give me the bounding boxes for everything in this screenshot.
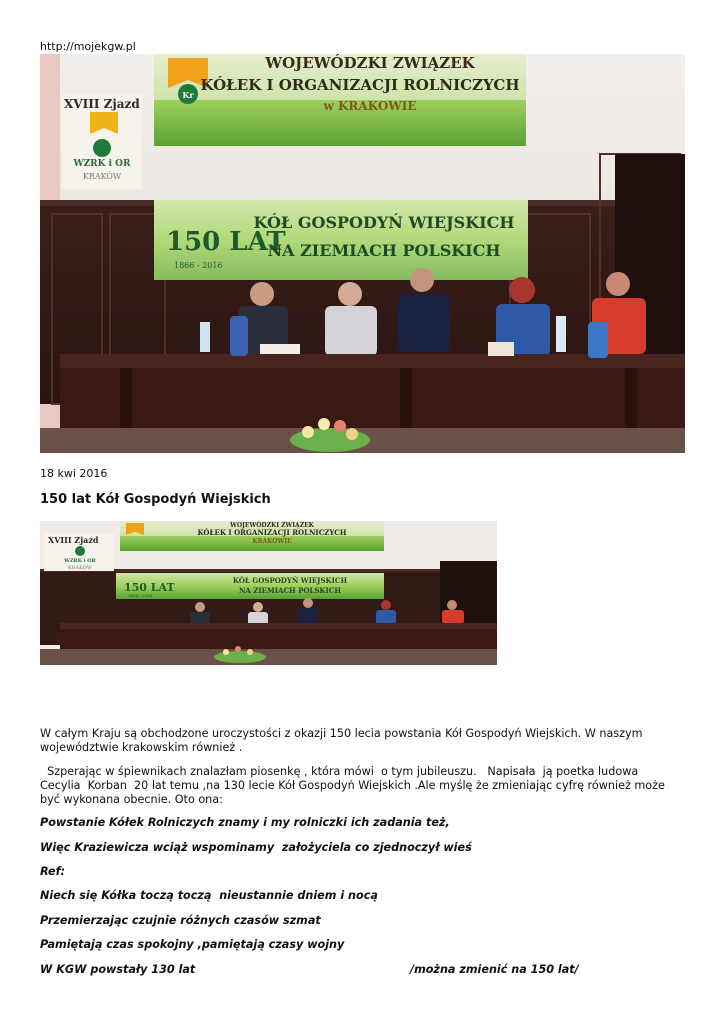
banner-top-line3: w KRAKOWIE (323, 99, 417, 113)
banner-main-line1: KÓŁ GOSPODYŃ WIEJSKICH (253, 213, 515, 232)
congress-sign (62, 94, 142, 189)
banner-main-years: 1866 - 2016 (128, 593, 153, 598)
banner-top-line1: WOJEWÓDZKI ZWIĄZEK (230, 522, 314, 529)
side-sign-line2: WZRK i OR (64, 558, 96, 564)
conference-photo-small (40, 521, 497, 665)
logo-text: Kr (182, 90, 194, 100)
banner-main-left: 150 LAT (124, 581, 175, 594)
side-sign-line1: XVIII Zjazd (64, 97, 140, 111)
refrain-label: Ref: (40, 865, 65, 878)
anniversary-banner-small (116, 573, 384, 599)
congress-sign-small (44, 533, 114, 571)
organization-banner-small (120, 521, 384, 551)
side-sign-line3: KRAKÓW (68, 565, 92, 571)
verse-line: Przemierzając czujnie różnych czasów szmat (40, 914, 321, 927)
intro-paragraph: W całym Kraju są obchodzone uroczystości z okazji 150 lecia powstania Kół Gospodyń Wiejskich. W naszym województwie krakowskim również . (40, 727, 643, 754)
banner-top-line2: KÓŁEK I ORGANIZACJI ROLNICZYCH (200, 76, 520, 94)
banner-top-line1: WOJEWÓDZKI ZWIĄZEK (265, 54, 475, 72)
banner-main-years: 1866 - 2016 (174, 261, 223, 270)
banner-main-left: 150 LAT (166, 227, 286, 257)
song-intro-paragraph: Szperając w śpiewnikach znalazłam piosenkę , która mówi o tym jubileuszu. Napisała ją poetka ludowa Cecylia Korban 20 lat temu ,na 130 lecie Kół Gospodyń Wiejskich .Ale myślę że zmieniając cyfrę również może być wykonana obecnie. Oto ona: (40, 765, 669, 806)
verse-note: /można zmienić na 150 lat/ (410, 963, 579, 976)
side-sign-line3: KRAKÓW (82, 172, 122, 181)
post-title: 150 lat Kół Gospodyń Wiejskich (40, 492, 271, 507)
banner-top-line3: KRAKOWIE (252, 538, 292, 545)
verse-line: Niech się Kółka toczą toczą nieustannie dniem i nocą (40, 889, 378, 902)
organization-banner (154, 54, 526, 146)
verse-line: Powstanie Kółek Rolniczych znamy i my rolniczki ich zadania też, (40, 816, 450, 829)
verse-line: Pamiętają czas spokojny ,pamiętają czasy wojny (40, 938, 345, 951)
post-date: 18 kwi 2016 (40, 467, 108, 480)
verse-line: Więc Kraziewicza wciąż wspominamy założyciela co zjednoczył wieś (40, 841, 472, 854)
side-sign-line1: XVIII Zjazd (48, 535, 99, 545)
anniversary-banner (154, 200, 528, 280)
banner-main-line2: NA ZIEMIACH POLSKICH (239, 586, 341, 595)
source-url[interactable]: http://mojekgw.pl (40, 40, 136, 53)
verse-line: W KGW powstały 130 lat (40, 963, 196, 976)
side-sign-line2: WZRK i OR (73, 159, 131, 169)
banner-top-line2: KÓŁEK I ORGANIZACJI ROLNICZYCH (197, 528, 347, 537)
conference-photo-large (40, 54, 685, 453)
banner-main-line2: NA ZIEMIACH POLSKICH (267, 241, 501, 260)
banner-main-line1: KÓŁ GOSPODYŃ WIEJSKICH (232, 576, 348, 585)
